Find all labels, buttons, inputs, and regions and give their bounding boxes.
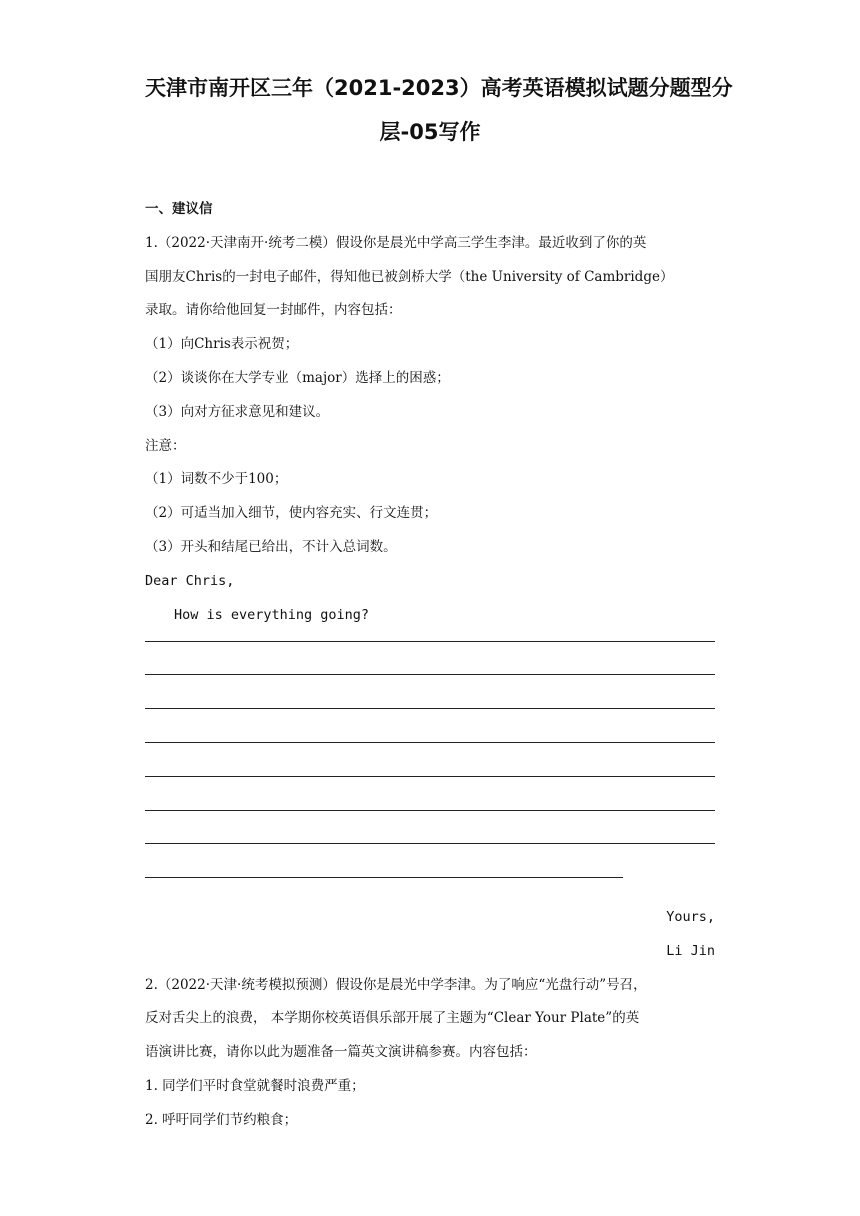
document-title-line-2: 层-05写作 (379, 120, 481, 144)
writing-line (145, 725, 715, 759)
q1-note-2: （2）可适当加入细节，使内容充实、行文连贯； (145, 505, 438, 522)
letter-opening: How is everything going? (174, 606, 370, 623)
q2-point-1: 1. 同学们平时食堂就餐时浪费严重； (145, 1077, 365, 1094)
q1-text-line-3: 录取。请你给他回复一封邮件，内容包括： (145, 302, 402, 319)
writing-line (145, 826, 715, 860)
q2-text-line-2: 反对舌尖上的浪费， 本学期你校英语俱乐部开展了主题为“Clear Your Plate”的英 (145, 1010, 640, 1027)
q1-text-line-2: 国朋友Chris的一封电子邮件，得知他已被剑桥大学（the University of Cambridge） (145, 268, 674, 285)
writing-line (145, 657, 715, 691)
q1-note-1: （1）词数不少于100； (145, 471, 288, 488)
writing-line (145, 793, 715, 827)
q1-point-1: （1）向Chris表示祝贺； (145, 336, 299, 353)
document-title-line-1: 天津市南开区三年（2021-2023）高考英语模拟试题分题型分 (145, 76, 733, 100)
q1-note-3: （3）开头和结尾已给出，不计入总词数。 (145, 538, 397, 555)
writing-line (145, 860, 715, 894)
writing-line (145, 759, 715, 793)
letter-salutation: Dear Chris, (145, 572, 235, 589)
section-heading: 一、建议信 (145, 201, 213, 217)
q2-text-line-1: 2.（2022·天津·统考模拟预测）假设你是晨光中学李津。为了响应“光盘行动”号召， (145, 976, 647, 993)
writing-line (145, 691, 715, 725)
q1-note-label: 注意： (145, 437, 186, 454)
letter-closing: Yours, (666, 908, 715, 925)
letter-signature: Li Jin (666, 942, 715, 959)
q1-point-3: （3）向对方征求意见和建议。 (145, 403, 330, 420)
q1-text-line-1: 1.（2022·天津南开·统考二模）假设你是晨光中学高三学生李津。最近收到了你的英 (145, 234, 647, 251)
writing-line (145, 624, 715, 658)
q2-point-2: 2. 呼吁同学们节约粮食； (145, 1111, 298, 1128)
q2-text-line-3: 语演讲比赛，请你以此为题准备一篇英文演讲稿参赛。内容包括： (145, 1044, 537, 1061)
document-body (145, 200, 715, 1145)
q1-point-2: （2）谈谈你在大学专业（major）选择上的困惑； (145, 369, 450, 386)
